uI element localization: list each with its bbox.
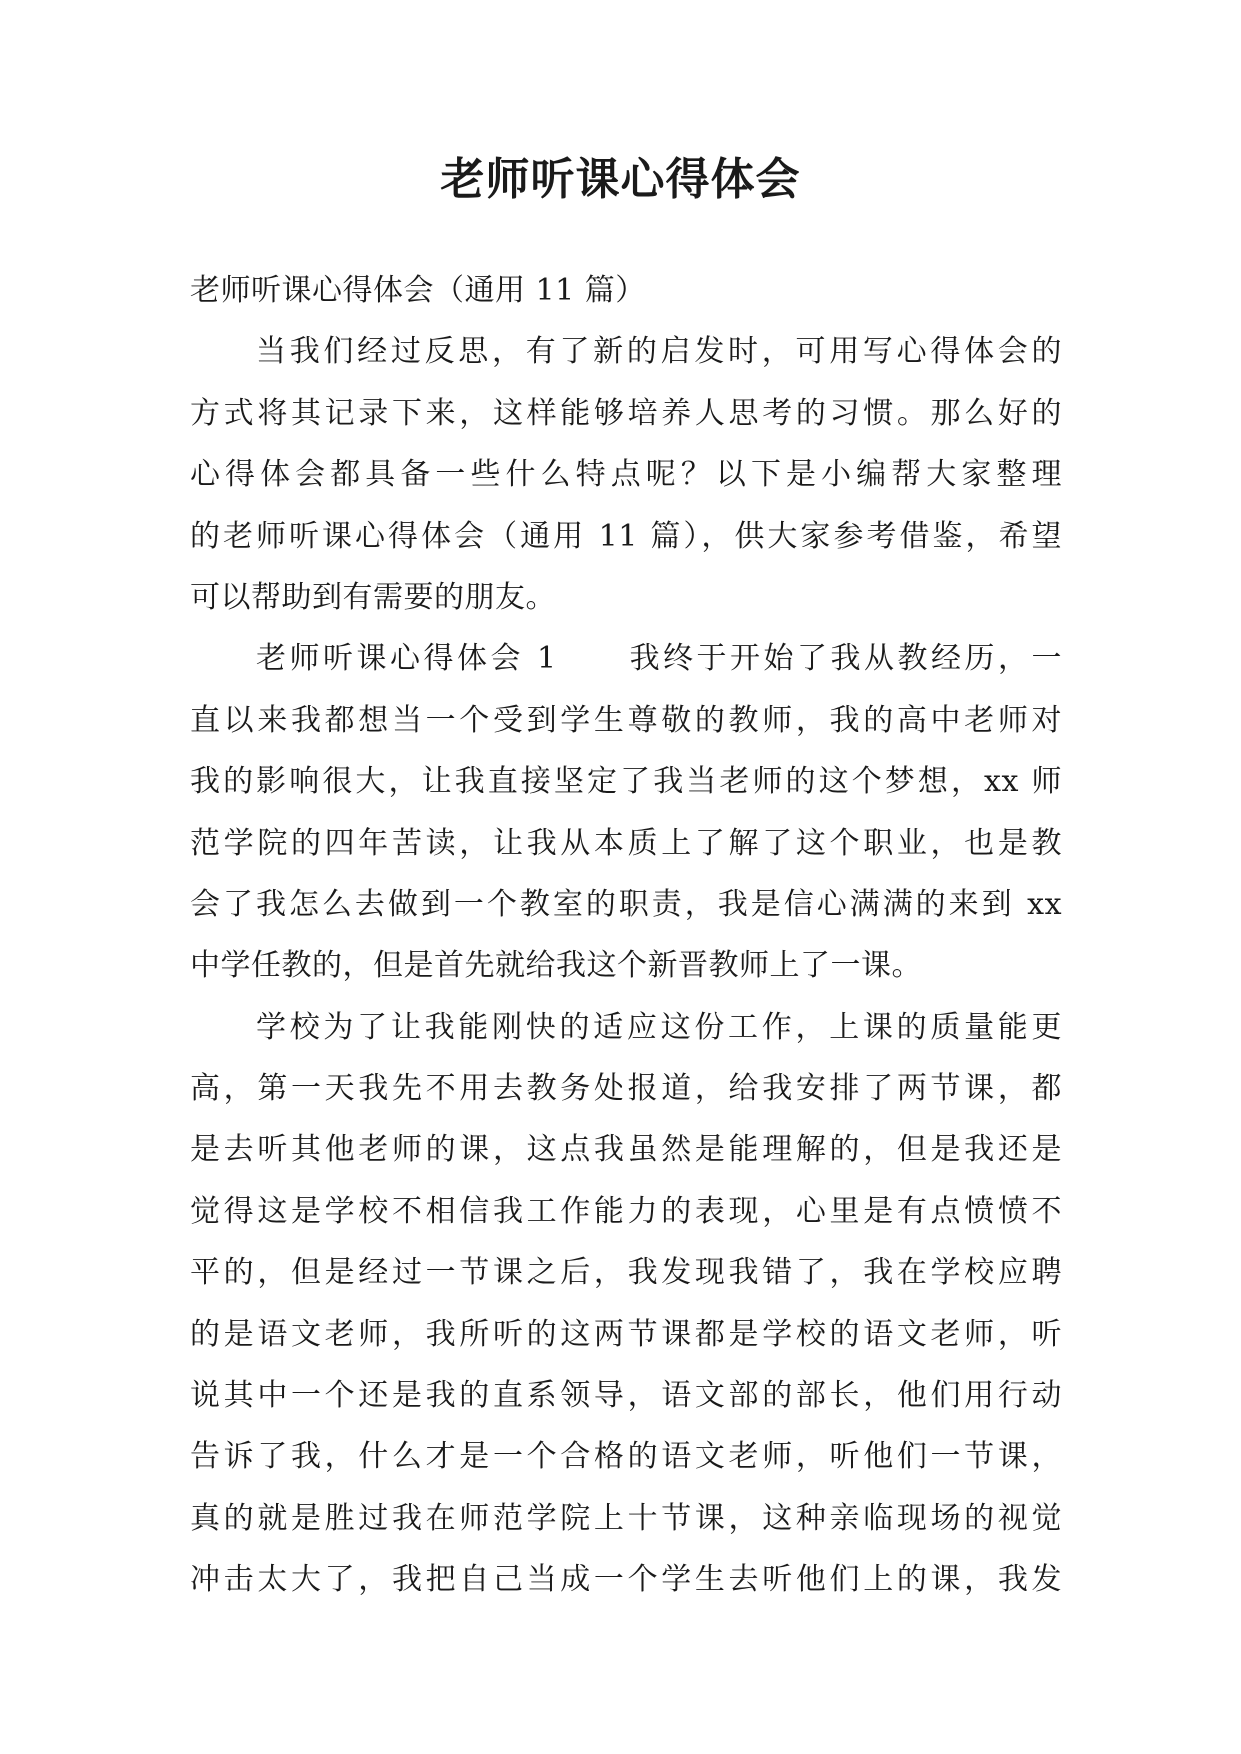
- paragraph-line: 说其中一个还是我的直系领导，语文部的部长，他们用行动: [190, 1378, 1062, 1414]
- paragraph-line: 的是语文老师，我所听的这两节课都是学校的语文老师，听: [190, 1316, 1062, 1352]
- paragraph-line: 真的就是胜过我在师范学院上十节课，这种亲临现场的视觉: [190, 1500, 1062, 1536]
- paragraph-line: 学校为了让我能刚快的适应这份工作，上课的质量能更: [256, 1009, 1062, 1045]
- paragraph-line: 范学院的四年苦读，让我从本质上了解了这个职业，也是教: [190, 825, 1062, 861]
- paragraph-line: 冲击太大了，我把自己当成一个学生去听他们上的课，我发: [190, 1562, 1062, 1598]
- paragraph-line: 当我们经过反思，有了新的启发时，可用写心得体会的: [256, 334, 1062, 370]
- paragraph-line: 告诉了我，什么才是一个合格的语文老师，听他们一节课，: [190, 1439, 1062, 1475]
- paragraph-line: 我的影响很大，让我直接坚定了我当老师的这个梦想，xx 师: [190, 764, 1062, 800]
- paragraph-line: 觉得这是学校不相信我工作能力的表现，心里是有点愤愤不: [190, 1193, 1062, 1229]
- paragraph-line: 是去听其他老师的课，这点我虽然是能理解的，但是我还是: [190, 1132, 1062, 1168]
- section-heading: 老师听课心得体会 1: [256, 641, 557, 677]
- document-title: 老师听课心得体会: [440, 154, 801, 205]
- paragraph-line: 平的，但是经过一节课之后，我发现我错了，我在学校应聘: [190, 1255, 1062, 1291]
- section-heading-line: [190, 628, 1062, 689]
- paragraph-line: 方式将其记录下来，这样能够培养人思考的习惯。那么好的: [190, 395, 1062, 431]
- paragraph-line: 高，第一天我先不用去教务处报道，给我安排了两节课，都: [190, 1071, 1062, 1107]
- subtitle-line: 老师听课心得体会（通用 11 篇）: [190, 273, 646, 308]
- paragraph-line: 可以帮助到有需要的朋友。: [190, 579, 556, 615]
- paragraph-line: 的老师听课心得体会（通用 11 篇），供大家参考借鉴，希望: [190, 518, 1062, 554]
- paragraph-line: 心得体会都具备一些什么特点呢？以下是小编帮大家整理: [190, 457, 1062, 493]
- section-first-text: 我终于开始了我从教经历，一: [626, 641, 1063, 677]
- document-body: [190, 260, 1062, 1611]
- paragraph-line: 中学任教的，但是首先就给我这个新晋教师上了一课。: [190, 948, 922, 984]
- paragraph-line: 直以来我都想当一个受到学生尊敬的教师，我的高中老师对: [190, 702, 1062, 738]
- paragraph-line: 会了我怎么去做到一个教室的职责，我是信心满满的来到 xx: [190, 886, 1062, 922]
